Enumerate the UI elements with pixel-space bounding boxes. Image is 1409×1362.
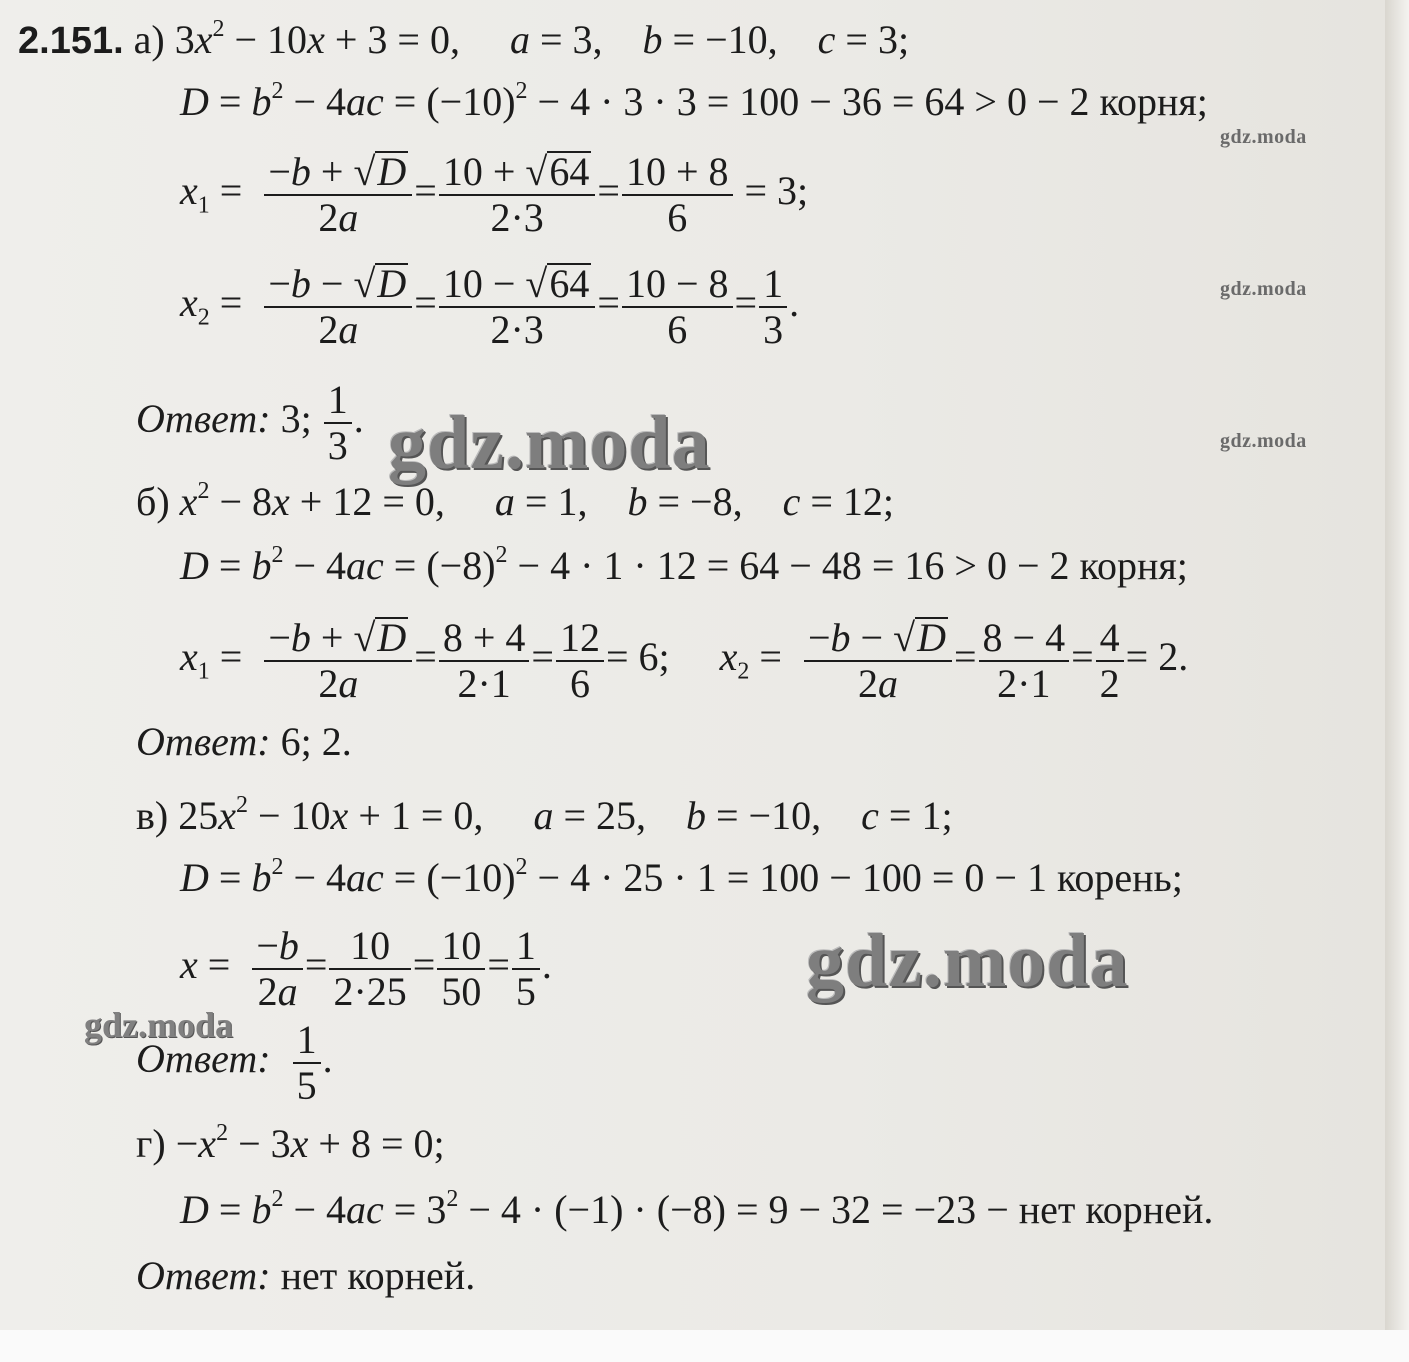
- watermark-large: gdz.moda: [388, 401, 711, 485]
- part-b-label: б): [136, 479, 170, 524]
- part-a-label: а): [133, 17, 165, 62]
- watermark-small: gdz.moda: [1220, 278, 1307, 300]
- watermark-large: gdz.moda: [806, 919, 1129, 1003]
- part-d-discriminant: $D = b^2 - 4ac = 3^2 - 4 \cdot (-1) \cdot (-8) = 9 - 32 = -23$ − нет корней.: [180, 1186, 1214, 1232]
- part-a-header: 2.151. а) $3x^2 - 10x + 3 = 0$, a = 3, b = −10, c = 3;: [18, 16, 910, 62]
- part-c-root: x = $\frac{-b}{2a}$ = $\frac{10}{2\cdot 25}$ = $\frac{10}{50}$ = $\frac{1}{5}$ .: [180, 923, 552, 1014]
- part-b-header: б) $x^2 - 8x + 12 = 0$, a = 1, b = −8, c = 12;: [136, 478, 895, 524]
- watermark-medium: gdz.moda: [84, 1005, 234, 1045]
- part-b-roots: $x_1$ = $\frac{-b + √D}{2a}$ = $\frac{8 + 4}{2\cdot 1}$ = $\frac{12}{6}$ = 6; $x_2$ = $\frac{-b - √D}{2a}$ = $\frac{8 - 4}{2\cdot 1}$ = $\frac{4}{2}$ = 2.: [180, 615, 1189, 706]
- watermark-small: gdz.moda: [1220, 430, 1307, 452]
- part-b-discriminant: $D = b^2 - 4ac = (-8)^2 - 4 \cdot 1 \cdot 12 = 64 - 48 = 16 > 0 - 2$ корня;: [180, 542, 1188, 588]
- part-a-x2: $x_2$ = $\frac{-b - √D}{2a}$ = $\frac{10 - √64}{2\cdot 3}$ = $\frac{10 - 8}{6}$ = $\frac{1}{3}$ .: [180, 261, 800, 352]
- part-c-discriminant: $D = b^2 - 4ac = (-10)^2 - 4 \cdot 25 \cdot 1 = 100 - 100 = 0 - 1$ корень;: [180, 854, 1183, 900]
- part-c-label: в): [136, 793, 169, 838]
- part-c-header: в) $25x^2 - 10x + 1 = 0$, a = 25, b = −10, c = 1;: [136, 792, 953, 838]
- page-edge: [1385, 0, 1409, 1362]
- answer-label: Ответ:: [136, 1253, 271, 1298]
- part-c-answer: Ответ: $\frac{1}{5}$ .: [136, 1017, 333, 1108]
- two-roots-text: − 2 корня;: [1036, 79, 1208, 124]
- answer-label: Ответ:: [136, 396, 271, 442]
- no-roots-text: − нет корней.: [986, 1187, 1214, 1232]
- part-a-x1: $x_1$ = $\frac{-b + √D}{2a}$ = $\frac{10 + √64}{2\cdot 3}$ = $\frac{10 + 8}{6}$ = 3;: [180, 149, 809, 240]
- watermark-small: gdz.moda: [1220, 126, 1307, 148]
- part-a-discriminant: $D = b^2 - 4ac = (-10)^2 - 4 \cdot 3 \cdot 3 = 100 - 36 = 64 > 0 - 2$ корня;: [180, 78, 1208, 124]
- part-b-answer: [136, 719, 352, 764]
- part-d-answer: [136, 1253, 476, 1298]
- part-d-header: $г) -x^2 - 3x + 8 = 0$;: [136, 1120, 445, 1166]
- part-b-answer-value: 6; 2.: [280, 719, 352, 764]
- answer-label: Ответ:: [136, 1036, 271, 1082]
- part-d-answer-value: нет корней.: [280, 1253, 476, 1298]
- part-a-answer: Ответ: 3; $\frac{1}{3}$ .: [136, 377, 364, 468]
- one-root-text: − 1 корень;: [994, 855, 1183, 900]
- answer-label: Ответ:: [136, 719, 271, 764]
- part-d-label: г): [136, 1121, 166, 1166]
- bottom-margin: [0, 1330, 1409, 1362]
- problem-number: 2.151.: [18, 20, 124, 62]
